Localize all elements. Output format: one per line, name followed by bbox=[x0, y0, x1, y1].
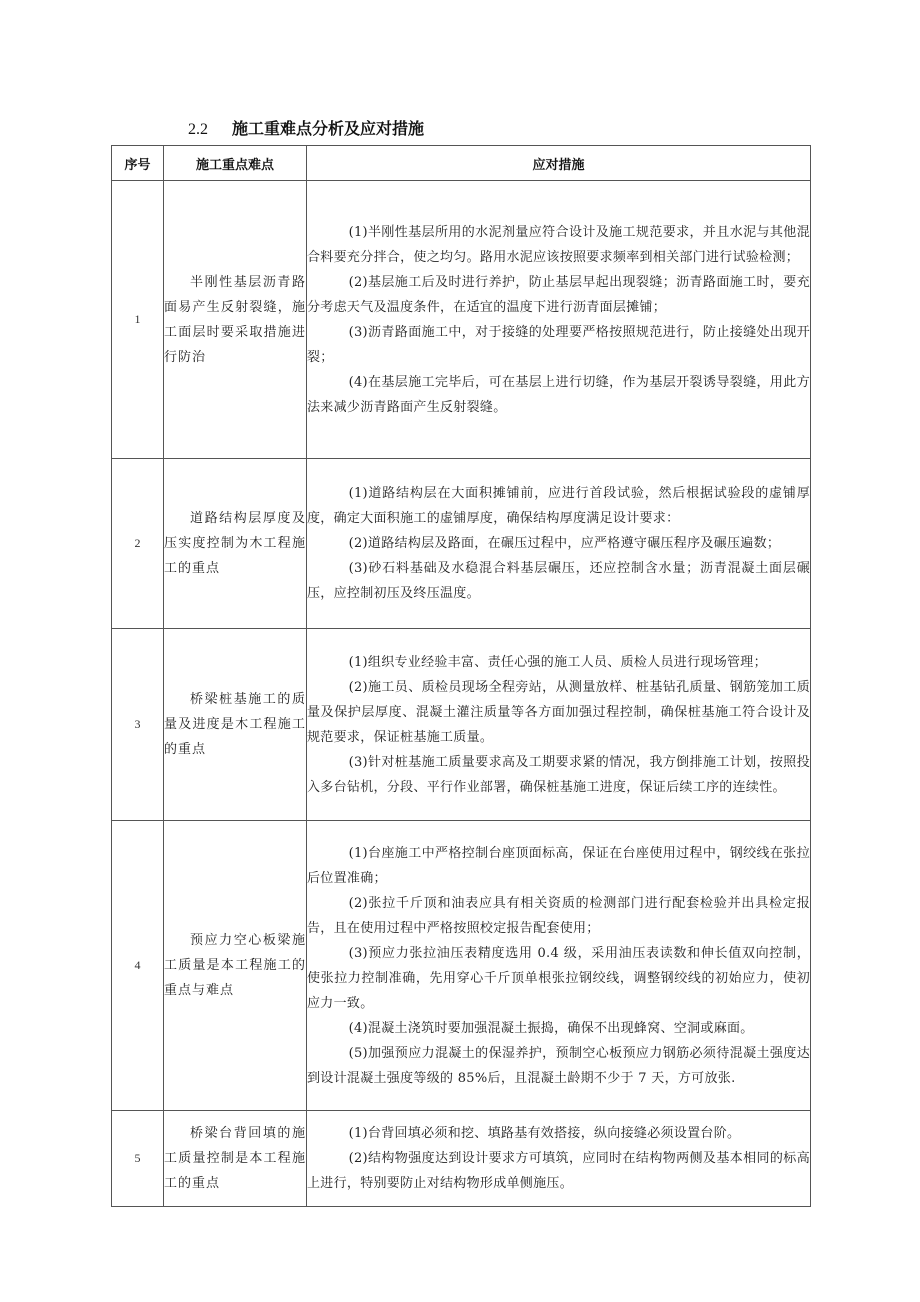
row-index: 2 bbox=[112, 459, 164, 629]
header-difficulty: 施工重点难点 bbox=[164, 146, 307, 181]
row-index: 3 bbox=[112, 629, 164, 821]
row-difficulty: 预应力空心板梁施工质量是本工程施工的重点与难点 bbox=[164, 821, 307, 1111]
row-index: 4 bbox=[112, 821, 164, 1111]
table-row bbox=[112, 629, 811, 821]
measure-item: (1)半刚性基层所用的水泥剂量应符合设计及施工规范要求，并且水泥与其他混合料要充分拌合，使之均匀。路用水泥应该按照要求频率到相关部门进行试验检测； bbox=[307, 224, 810, 265]
measure-item: (2)道路结构层及路面，在碾压过程中，应严格遵守碾压程序及碾压遍数； bbox=[348, 536, 781, 551]
row-difficulty: 桥梁台背回填的施工质量控制是本工程施工的重点 bbox=[164, 1111, 307, 1207]
row-measures bbox=[307, 629, 811, 821]
table-row bbox=[112, 1111, 811, 1207]
measure-item: (3)针对桩基施工质量要求高及工期要求紧的情况，我方倒排施工计划，按照投入多台钻机，分段、平行作业部署，确保桩基施工进度，保证后续工序的连续性。 bbox=[307, 754, 810, 795]
row-measures bbox=[307, 821, 811, 1111]
measure-item: (2)施工员、质检员现场全程旁站，从测量放样、桩基钻孔质量、钢筋笼加工质量及保护层厚度、混凝土灌注质量等各方面加强过程控制，确保桩基施工符合设计及规范要求，保证桩基施工质量。 bbox=[307, 679, 810, 745]
row-measures bbox=[307, 181, 811, 459]
section-heading bbox=[188, 116, 424, 139]
header-measures: 应对措施 bbox=[307, 146, 811, 181]
row-difficulty: 桥梁桩基施工的质量及进度是木工程施工的重点 bbox=[164, 629, 307, 821]
section-number: 2.2 bbox=[188, 121, 208, 138]
header-index: 序号 bbox=[112, 146, 164, 181]
row-index: 1 bbox=[112, 181, 164, 459]
measure-item: (1)道路结构层在大面积摊铺前，应进行首段试验，然后根据试验段的虚铺厚度，确定大面积施工的虚铺厚度，确保结构厚度满足设计要求： bbox=[307, 486, 810, 526]
measure-item: (1)组织专业经验丰富、责任心强的施工人员、质检人员进行现场管理； bbox=[348, 654, 767, 670]
table-row bbox=[112, 181, 811, 459]
difficulty-measures-table bbox=[111, 145, 811, 1207]
measure-item: (2)基层施工后及时进行养护，防止基层早起出现裂缝；沥青路面施工时，要充分考虑天气及温度条件，在适宜的温度下进行沥青面层摊铺； bbox=[307, 274, 810, 315]
table-row bbox=[112, 821, 811, 1111]
section-title: 施工重难点分析及应对措施 bbox=[232, 119, 425, 138]
measure-item: (2)张拉千斤顶和油表应具有相关资质的检测部门进行配套检验并出具检定报告，且在使用过程中严格按照校定报告配套使用； bbox=[307, 895, 810, 936]
measure-item: (3)预应力张拉油压表精度选用 0.4 级，采用油压表读数和伸长值双向控制，使张拉力控制准确，先用穿心千斤顶单根张拉钢绞线，调整钢绞线的初始应力，使初应力一致。 bbox=[307, 945, 810, 1011]
measure-item: (4)在基层施工完毕后，可在基层上进行切缝，作为基层开裂诱导裂缝，用此方法来减少沥青路面产生反射裂缝。 bbox=[307, 374, 810, 415]
measure-item: (3)沥青路面施工中，对于接缝的处理要严格按照规范进行，防止接缝处出现开裂； bbox=[307, 324, 810, 365]
measure-item: (5)加强预应力混凝土的保湿养护，预制空心板预应力钢筋必须待混凝土强度达到设计混凝土强度等级的 85%后，且混凝土龄期不少于 7 天，方可放张. bbox=[307, 1045, 810, 1086]
row-difficulty: 半刚性基层沥青路面易产生反射裂缝，施工面层时要采取措施进行防治 bbox=[164, 181, 307, 459]
row-difficulty: 道路结构层厚度及压实度控制为木工程施工的重点 bbox=[164, 459, 307, 629]
table-row bbox=[112, 459, 811, 629]
row-index: 5 bbox=[112, 1111, 164, 1207]
row-measures bbox=[307, 1111, 811, 1207]
measure-item: (2)结构物强度达到设计要求方可填筑，应同时在结构物两侧及基本相同的标高上进行，特别要防止对结构物形成单侧施压。 bbox=[307, 1151, 810, 1191]
measure-item: (1)台座施工中严格控制台座顶面标高，保证在台座使用过程中，钢绞线在张拉后位置准确； bbox=[307, 845, 810, 886]
row-measures bbox=[307, 459, 811, 629]
table-header-row bbox=[112, 146, 811, 181]
measure-item: (1)台背回填必须和挖、填路基有效搭接，纵向接缝必须设置台阶。 bbox=[348, 1126, 741, 1141]
measure-item: (3)砂石料基础及水稳混合料基层碾压，还应控制含水量；沥青混凝土面层碾压，应控制初压及终压温度。 bbox=[307, 561, 810, 601]
measure-item: (4)混凝土浇筑时要加强混凝土振捣，确保不出现蜂窝、空洞或麻面。 bbox=[348, 1020, 754, 1036]
